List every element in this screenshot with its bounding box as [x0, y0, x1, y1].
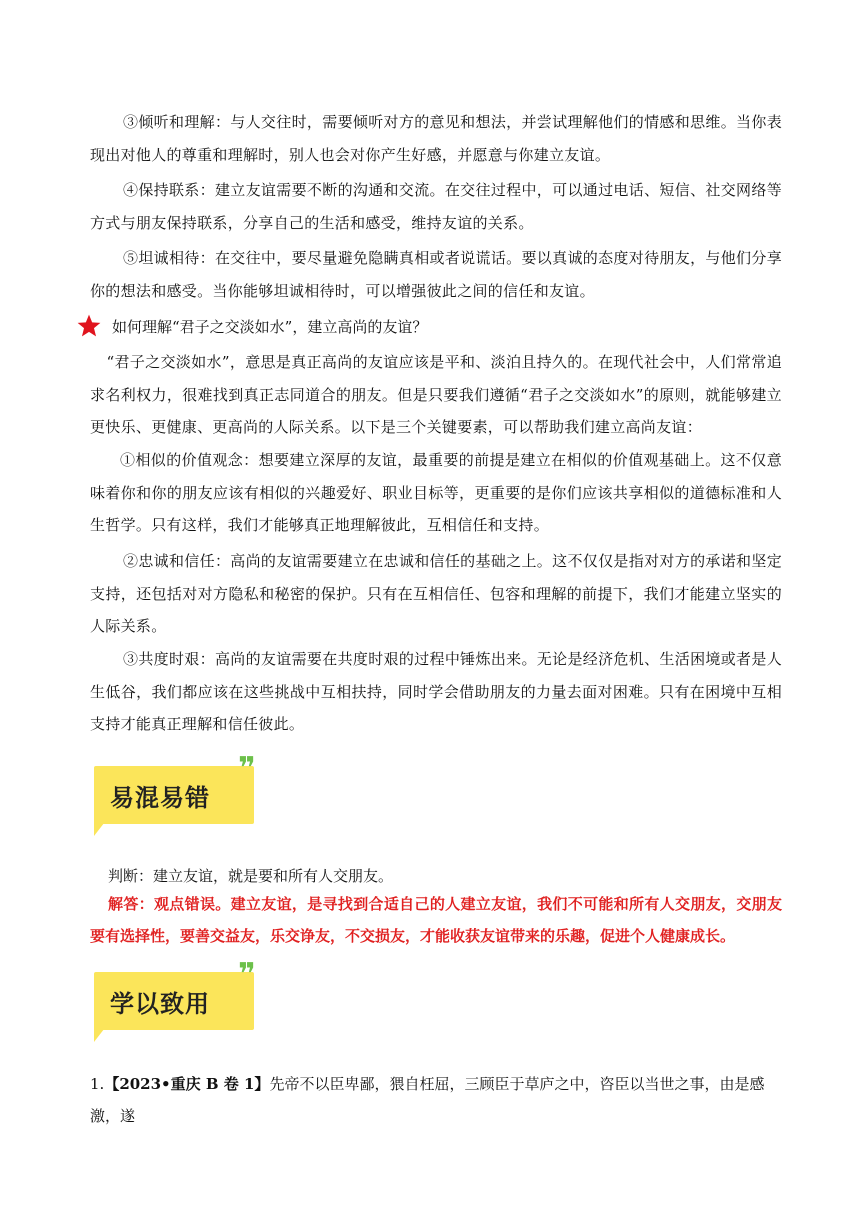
- paragraph-keep-contact: ④保持联系：建立友谊需要不断的沟通和交流。在交往过程中，可以通过电话、短信、社交网络等方式与朋友保持联系，分享自己的生活和感受，维持友谊的关系。: [90, 181, 782, 232]
- section-heading-text: 如何理解“君子之交淡如水”，建立高尚的友谊？: [112, 317, 428, 336]
- banner-label: 学以致用: [110, 990, 210, 1018]
- paragraph-intro: “君子之交淡如水”，意思是真正高尚的友谊应该是平和、淡泊且持久的。在现代社会中，人们常常追求名利权力，很难找到真正志同道合的朋友。但是只要我们遵循“君子之交淡如水”的原则，就能够建立更快乐、更健康、更高尚的人际关系。以下是三个关键要素，可以帮助我们建立高尚友谊：: [90, 353, 782, 436]
- paragraph-point-values: ①相似的价值观念：想要建立深厚的友谊，最重要的前提是建立在相似的价值观基础上。这不仅意味着你和你的朋友应该有相似的兴趣爱好、职业目标等，更重要的是你们应该共享相似的道德标准和人生哲学。只有这样，我们才能够真正地理解彼此，互相信任和支持。: [90, 451, 782, 534]
- paragraph-honesty: ⑤坦诚相待：在交往中，要尽量避免隐瞒真相或者说谎话。要以真诚的态度对待朋友，与他们分享你的想法和感受。当你能够坦诚相待时，可以增强彼此之间的信任和友谊。: [90, 249, 782, 300]
- section-heading: [76, 312, 427, 340]
- paragraph-listening: ③倾听和理解：与人交往时，需要倾听对方的意见和想法，并尝试理解他们的情感和思维。当你表现出对他人的尊重和理解时，别人也会对你产生好感，并愿意与你建立友谊。: [90, 113, 782, 164]
- answer-text: 解答：观点错误。建立友谊，是寻找到合适自己的人建立友谊，我们不可能和所有人交朋友，交朋友要有选择性，要善交益友，乐交诤友，不交损友，才能收获友谊带来的乐趣，促进个人健康成长。: [90, 895, 782, 945]
- banner-label: 易混易错: [110, 784, 210, 812]
- question-text: 先帝不以臣卑鄙，猥自枉屈，三顾臣于草庐之中，咨臣以当世之事，由是感激，遂: [90, 1075, 765, 1125]
- judge-statement: 判断：建立友谊，就是要和所有人交朋友。: [108, 867, 394, 885]
- quote-icon: ❞: [238, 957, 256, 992]
- banner-tail: [94, 1024, 108, 1042]
- question-item: [90, 1068, 790, 1132]
- paragraph-point-hardship: ③共度时艰：高尚的友谊需要在共度时艰的过程中锤炼出来。无论是经济危机、生活困境或者是人生低谷，我们都应该在这些挑战中互相扶持，同时学会借助朋友的力量去面对困难。只有在困境中互相支持才能真正理解和信任彼此。: [90, 650, 782, 733]
- quote-icon: ❞: [238, 751, 256, 786]
- paragraph-point-loyalty: ②忠诚和信任：高尚的友谊需要建立在忠诚和信任的基础之上。这不仅仅是指对对方的承诺和坚定支持，还包括对对方隐私和秘密的保护。只有在互相信任、包容和理解的前提下，我们才能建立坚实的人际关系。: [90, 552, 782, 635]
- red-star-icon: [76, 313, 102, 339]
- banner-tail: [94, 818, 108, 836]
- question-number: 1.: [90, 1075, 105, 1093]
- banner-apply: [88, 957, 268, 1046]
- question-source: 【2023•重庆 B 卷 1】: [104, 1075, 270, 1093]
- banner-confusion: [88, 751, 268, 840]
